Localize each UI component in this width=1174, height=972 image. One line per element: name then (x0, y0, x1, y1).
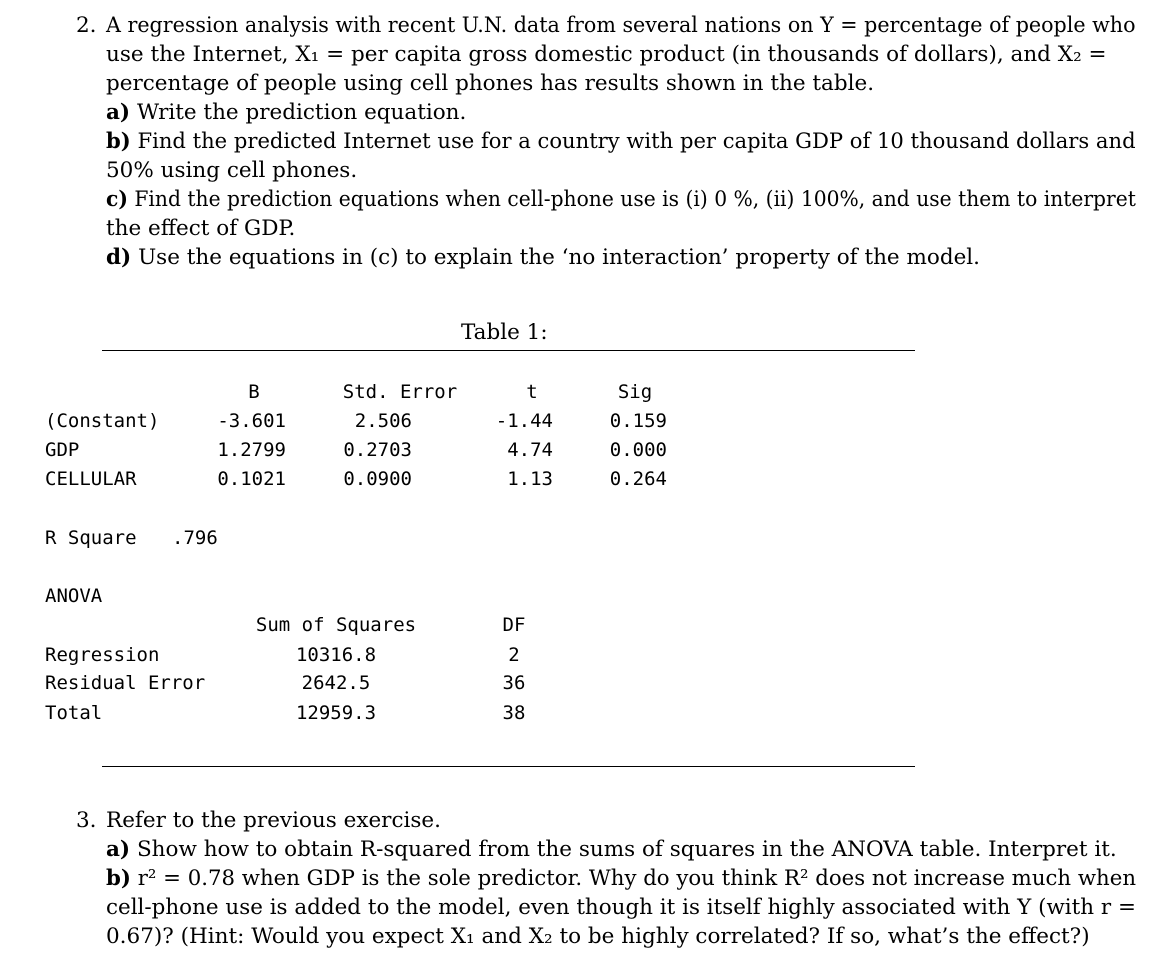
anova-row-df: 38 (502, 702, 526, 724)
anova-row-ss: 10316.8 (295, 644, 377, 666)
anova-row-ss: 12959.3 (295, 702, 377, 724)
r-square-value: .796 (172, 527, 218, 549)
anova-row-ss: 2642.5 (301, 672, 371, 694)
anova-row-df: 36 (502, 672, 526, 694)
anova-row-name: Regression (45, 644, 160, 666)
table-caption: Table 1: (461, 320, 548, 345)
row-sig: 0.264 (609, 468, 667, 490)
header-sig: Sig (617, 381, 653, 403)
question-2-part-d (106, 243, 980, 272)
question-3-part-b (106, 864, 1136, 893)
question-3-part-b-cont-1: cell-phone use is added to the model, even though it is itself highly associated with Y (with r = (106, 895, 1136, 920)
row-name: CELLULAR (45, 468, 137, 490)
part-text: Find the predicted Internet use for a country with per capita GDP of 10 thousand dollars and (137, 129, 1136, 154)
question-3-part-b-cont-2: 0.67)? (Hint: Would you expect X₁ and X₂ to be highly correlated? If so, what’s the effect?) (106, 924, 1090, 949)
anova-label: ANOVA (45, 585, 103, 607)
part-text: Use the equations in (c) to explain the ‘no interaction’ property of the model. (138, 245, 981, 270)
anova-row-df: 2 (508, 644, 520, 666)
part-label: b) (106, 129, 131, 154)
question-2-part-c (106, 185, 1136, 214)
part-label: c) (106, 187, 128, 212)
r-square-label: R Square (45, 527, 137, 549)
row-name: (Constant) (45, 410, 160, 432)
row-b: -3.601 (217, 410, 286, 432)
row-sig: 0.159 (609, 410, 667, 432)
question-2-part-b-cont: 50% using cell phones. (106, 158, 358, 183)
header-b: B (248, 381, 260, 403)
question-2-intro-line-3: percentage of people using cell phones has results shown in the table. (106, 71, 875, 96)
question-3-part-a (106, 835, 1117, 864)
row-t: 4.74 (507, 439, 553, 461)
question-2-part-b (106, 127, 1136, 156)
header-t: t (526, 381, 538, 403)
header-std-error: Std. Error (342, 381, 458, 403)
part-text: Write the prediction equation. (136, 100, 467, 125)
question-2-intro-line-1: A regression analysis with recent U.N. data from several nations on Y = percentage of people who (106, 13, 1136, 38)
table-bottom-rule (102, 766, 915, 767)
question-2-number: 2. (76, 13, 97, 38)
row-sig: 0.000 (609, 439, 667, 461)
part-text: Find the prediction equations when cell-phone use is (i) 0 %, (ii) 100%, and use them to interpret (134, 187, 1136, 212)
part-text: r² = 0.78 when GDP is the sole predictor. Why do you think R² does not increase much when (137, 866, 1137, 891)
part-label: d) (106, 245, 132, 270)
anova-header-df: DF (502, 614, 526, 636)
anova-row-name: Total (45, 702, 103, 724)
table-top-rule (102, 350, 915, 351)
part-label: a) (106, 837, 131, 862)
part-label: b) (106, 866, 131, 891)
question-2-intro-line-2: use the Internet, X₁ = per capita gross domestic product (in thousands of dollars), and X₂ = (106, 42, 1107, 67)
row-t: 1.13 (507, 468, 553, 490)
row-t: -1.44 (495, 410, 553, 432)
row-se: 0.0900 (343, 468, 412, 490)
row-se: 2.506 (354, 410, 412, 432)
question-2-part-a (106, 98, 466, 127)
anova-header-ss: Sum of Squares (255, 614, 417, 636)
row-b: 1.2799 (217, 439, 286, 461)
question-3-number: 3. (76, 808, 97, 833)
row-se: 0.2703 (343, 439, 412, 461)
row-name: GDP (45, 439, 80, 461)
row-b: 0.1021 (217, 468, 286, 490)
question-2-part-c-cont: the effect of GDP. (106, 216, 296, 241)
anova-row-name: Residual Error (45, 672, 206, 694)
question-3-intro: Refer to the previous exercise. (106, 808, 441, 833)
part-label: a) (106, 100, 131, 125)
part-text: Show how to obtain R-squared from the sums of squares in the ANOVA table. Interpret it. (136, 837, 1117, 862)
